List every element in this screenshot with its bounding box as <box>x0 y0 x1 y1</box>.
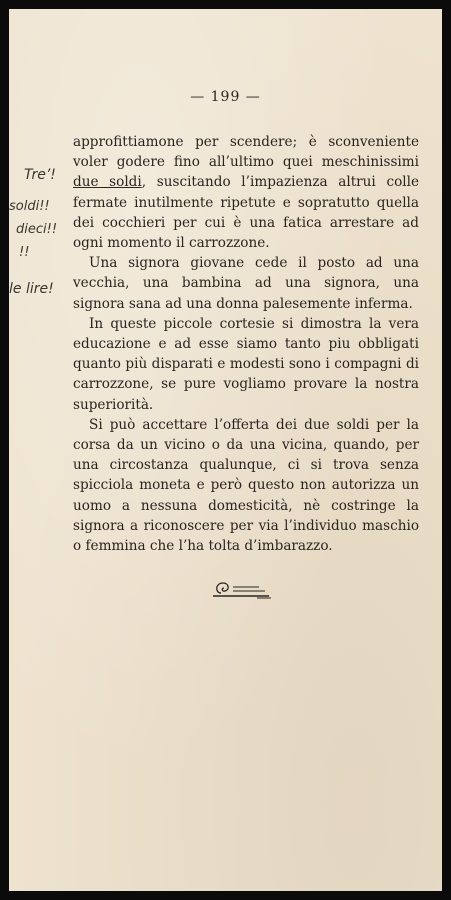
book-page <box>9 9 442 891</box>
handwritten-note-3: dieci!! <box>16 222 58 237</box>
handwritten-note-4: !! <box>19 245 30 260</box>
underlined-phrase: due soldi <box>73 174 142 191</box>
handwritten-note-1: Tre’! <box>24 167 56 183</box>
paragraph-3: In queste piccole cortesie si dimostra la vera educazione e ad esse siamo tanto piu obbligati quanto più disparati e modesti sono i compagni di carrozzone, se pure vogliamo provare la nostra superiorità. <box>73 315 419 413</box>
paragraph-1: approfittiamone per scendere; è sconveniente voler godere fino all’ultimo quei meschinissimi due soldi, suscitando l’impazienza altrui colle fermate inutilmente ripetute e sopratutto quella dei cocchieri per cui è una fatica arrestare ad ogni momento il carrozzone. <box>73 134 419 252</box>
body-text <box>73 132 419 556</box>
decorative-ornament-icon <box>213 579 273 603</box>
page-number: — 199 — <box>190 89 261 105</box>
handwritten-note-5: le lire! <box>9 281 54 297</box>
paragraph-4: Si può accettare l’offerta dei due soldi per la corsa da un vicino o da una vicina, quando, per una circostanza qualunque, ci si trova senza spicciola moneta e però questo non autorizza un uomo a nessuna domesticità, nè costringe la signora a riconoscere per via l’individuo maschio o femmina che l’ha tolta d’imbarazzo. <box>73 416 419 555</box>
paragraph-2: Una signora giovane cede il posto ad una vecchia, una bambina ad una signora, una signora sana ad una donna palesemente inferma. <box>73 255 419 312</box>
handwritten-note-2: soldi!! <box>9 199 50 214</box>
